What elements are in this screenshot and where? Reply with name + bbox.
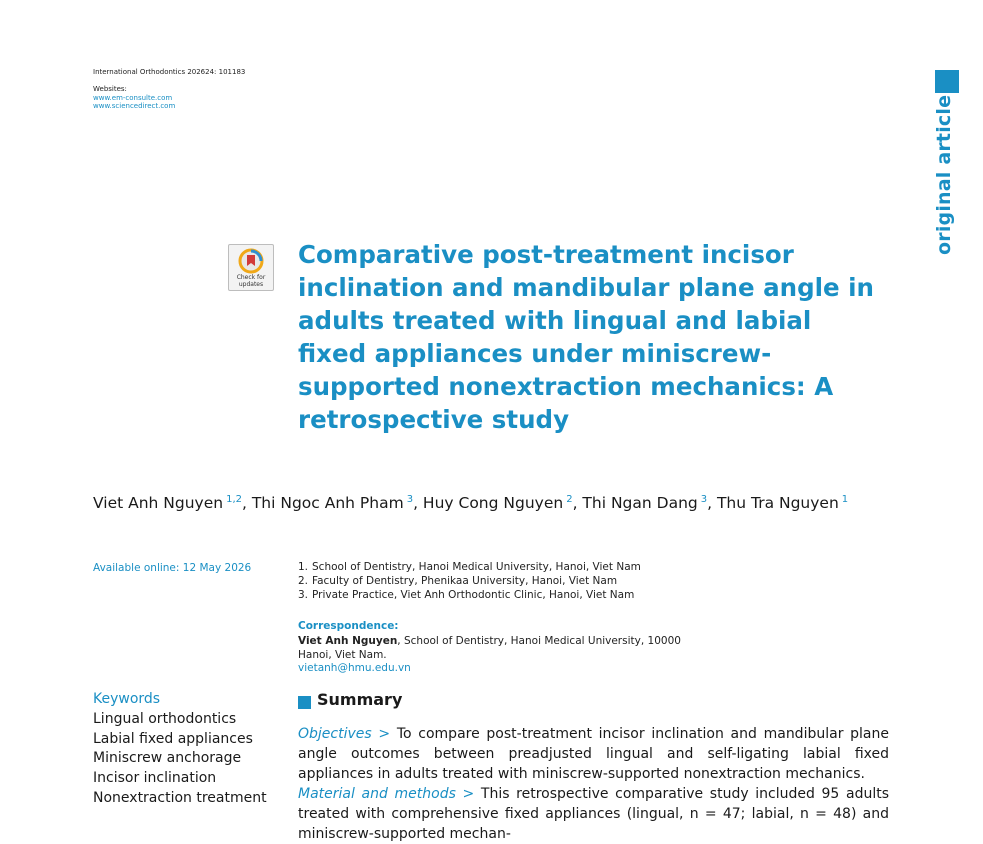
summary-abstract	[298, 724, 889, 844]
keyword-list	[93, 710, 267, 809]
correspondence-email-link[interactable]: vietanh@hmu.edu.vn	[298, 662, 411, 674]
methods-paragraph: Material and methods > This retrospective comparative study included 95 adults treated with comprehensive fixed appliances (lingual, n = 47; labial, n = 48) and miniscrew-supported mechan-	[298, 786, 890, 842]
author-affiliation-ref: 3	[700, 494, 708, 505]
keyword-item: Incisor inclination	[93, 770, 217, 787]
keyword-item: Miniscrew anchorage	[93, 750, 242, 767]
website-link-sciencedirect[interactable]: www.sciencedirect.com	[93, 102, 176, 110]
methods-label: Material and methods >	[298, 786, 475, 802]
affiliation-item: 2. Faculty of Dentistry, Phenikaa University, Hanoi, Viet Nam	[298, 575, 618, 587]
author-name: Thu Tra Nguyen	[716, 494, 839, 512]
author-name: Huy Cong Nguyen	[422, 494, 564, 512]
section-tab-marker	[935, 70, 959, 93]
author-affiliation-ref: 1	[841, 494, 849, 505]
check-for-updates-icon	[238, 248, 264, 274]
keyword-item: Nonextraction treatment	[93, 789, 267, 806]
check-for-updates-line1: Check for	[236, 274, 266, 281]
correspondence-name: Viet Anh Nguyen	[298, 635, 398, 647]
journal-citation: International Orthodontics 202624: 101183	[93, 68, 246, 76]
websites-label: Websites:	[93, 85, 127, 93]
objectives-paragraph: Objectives > To compare post-treatment incisor inclination and mandibular plane angle outcomes between preadjusted lingual and self-ligating labial fixed appliances in adults treated with miniscrew-supported nonextraction mechanics.	[298, 726, 890, 782]
author-separator: ,	[707, 494, 717, 512]
article-title: Comparative post-treatment incisor inclination and mandibular plane angle in adults treated with lingual and labial fixed appliances under miniscrew-supported nonextraction mechanics: A retrospective study	[298, 240, 875, 434]
check-for-updates-line2: updates	[238, 281, 264, 288]
summary-marker	[298, 696, 311, 709]
keyword-item: Labial fixed appliances	[93, 730, 253, 747]
website-link-em-consulte[interactable]: www.em-consulte.com	[93, 94, 173, 102]
summary-heading: Summary	[317, 690, 403, 709]
author-list	[93, 494, 848, 512]
author-separator: ,	[241, 494, 252, 512]
affiliation-item: 1. School of Dentistry, Hanoi Medical University, Hanoi, Viet Nam	[298, 561, 641, 573]
affiliation-list	[298, 560, 641, 602]
available-online-date: Available online: 12 May 2026	[93, 562, 252, 574]
objectives-label: Objectives >	[298, 726, 391, 742]
article-type-label: original article	[933, 94, 955, 255]
affiliation-item: 3. Private Practice, Viet Anh Orthodontic Clinic, Hanoi, Viet Nam	[298, 589, 635, 601]
author-affiliation-ref: 3	[406, 494, 414, 505]
author-separator: ,	[413, 494, 423, 512]
author-affiliation-ref: 1,2	[226, 494, 242, 505]
check-for-updates-button[interactable]	[228, 244, 274, 291]
keywords-heading: Keywords	[93, 691, 161, 707]
author-affiliation-ref: 2	[566, 494, 573, 505]
author-name: Thi Ngan Dang	[582, 494, 698, 512]
author-name: Viet Anh Nguyen	[93, 494, 224, 512]
author-separator: ,	[572, 494, 583, 512]
author-name: Thi Ngoc Anh Pham	[251, 494, 404, 512]
keyword-item: Lingual orthodontics	[93, 711, 237, 727]
correspondence-heading: Correspondence:	[298, 620, 399, 632]
correspondence-address: Viet Anh Nguyen, School of Dentistry, Hanoi Medical University, 10000 Hanoi, Viet Nam.	[298, 635, 681, 661]
